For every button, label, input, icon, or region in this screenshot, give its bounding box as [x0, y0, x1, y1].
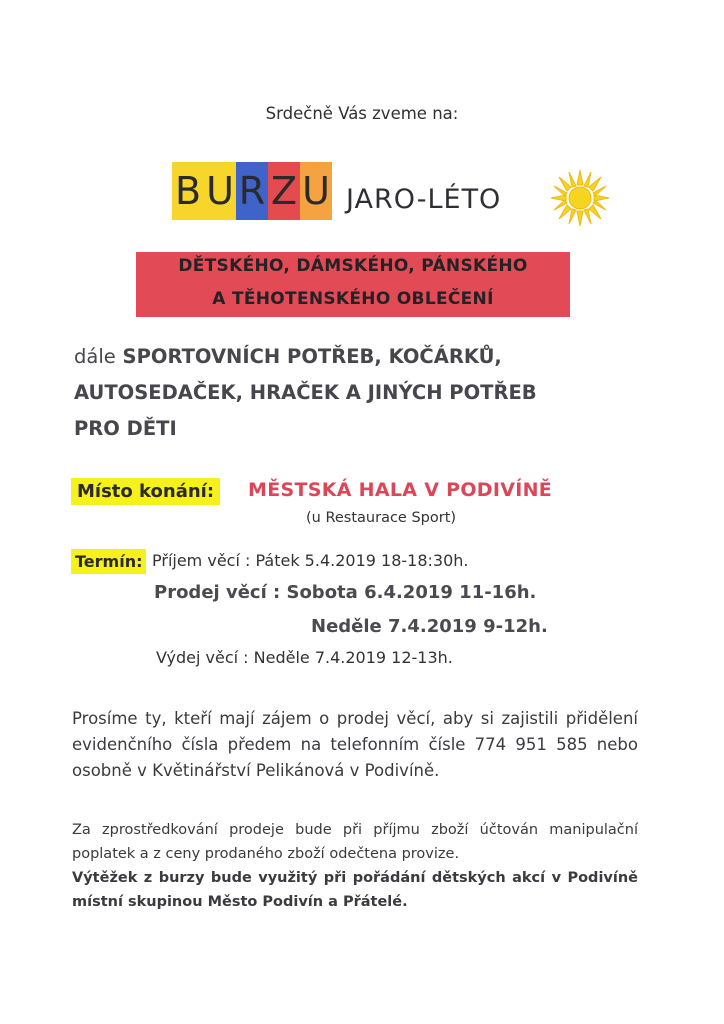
- season-subtitle: JARO-LÉTO: [346, 184, 502, 215]
- schedule-pickup: Výdej věcí : Neděle 7.4.2019 12-13h.: [156, 648, 453, 667]
- items-line-1: [74, 345, 502, 368]
- venue-note: (u Restaurace Sport): [306, 510, 457, 526]
- clothing-line-1: DĚTSKÉHO, DÁMSKÉHO, PÁNSKÉHO: [178, 256, 528, 276]
- schedule-sale-saturday: Prodej věcí : Sobota 6.4.2019 11-16h.: [154, 582, 537, 603]
- proceeds-paragraph: Výtěžek z burzy bude využitý při pořádání dětských akcí v Podivíně místní skupinou Město Podivín a Přátelé.: [72, 870, 638, 910]
- items-line-1-text: SPORTOVNÍCH POTŘEB, KOČÁRKŮ,: [122, 345, 502, 368]
- items-prefix: dále: [74, 345, 116, 368]
- date-label: Termín:: [71, 549, 146, 574]
- clothing-line-2: A TĚHOTENSKÉHO OBLEČENÍ: [212, 289, 494, 309]
- title-letter-4: Z: [268, 162, 300, 220]
- invitation-intro: Srdečně Vás zveme na:: [265, 104, 459, 123]
- title-letter-2: U: [204, 162, 236, 220]
- fee-paragraph: Za zprostředkování prodeje bude při příjmu zboží účtován manipulační poplatek a z ceny prodaného zboží odečtena provize.: [72, 822, 638, 862]
- schedule-intake: Příjem věcí : Pátek 5.4.2019 18-18:30h.: [152, 551, 469, 570]
- title-letter-3: R: [236, 162, 268, 220]
- title-letter-1: B: [172, 162, 204, 220]
- venue-place: MĚSTSKÁ HALA V PODIVÍNĚ: [248, 479, 553, 501]
- sun-icon: [548, 168, 612, 232]
- items-line-3: PRO DĚTI: [74, 417, 177, 440]
- schedule-sale-sunday: Neděle 7.4.2019 9-12h.: [311, 616, 548, 637]
- title-letter-5: U: [300, 162, 332, 220]
- burzu-title: [172, 162, 332, 220]
- venue-label: Místo konání:: [71, 478, 220, 505]
- items-line-2: AUTOSEDAČEK, HRAČEK A JINÝCH POTŘEB: [74, 381, 537, 404]
- registration-paragraph: Prosíme ty, kteří mají zájem o prodej věcí, aby si zajistili přidělení evidenčního čísla předem na telefonním čísle 774 951 585 nebo osobně v Květinářství Pelikánová v Podivíně.: [72, 709, 638, 780]
